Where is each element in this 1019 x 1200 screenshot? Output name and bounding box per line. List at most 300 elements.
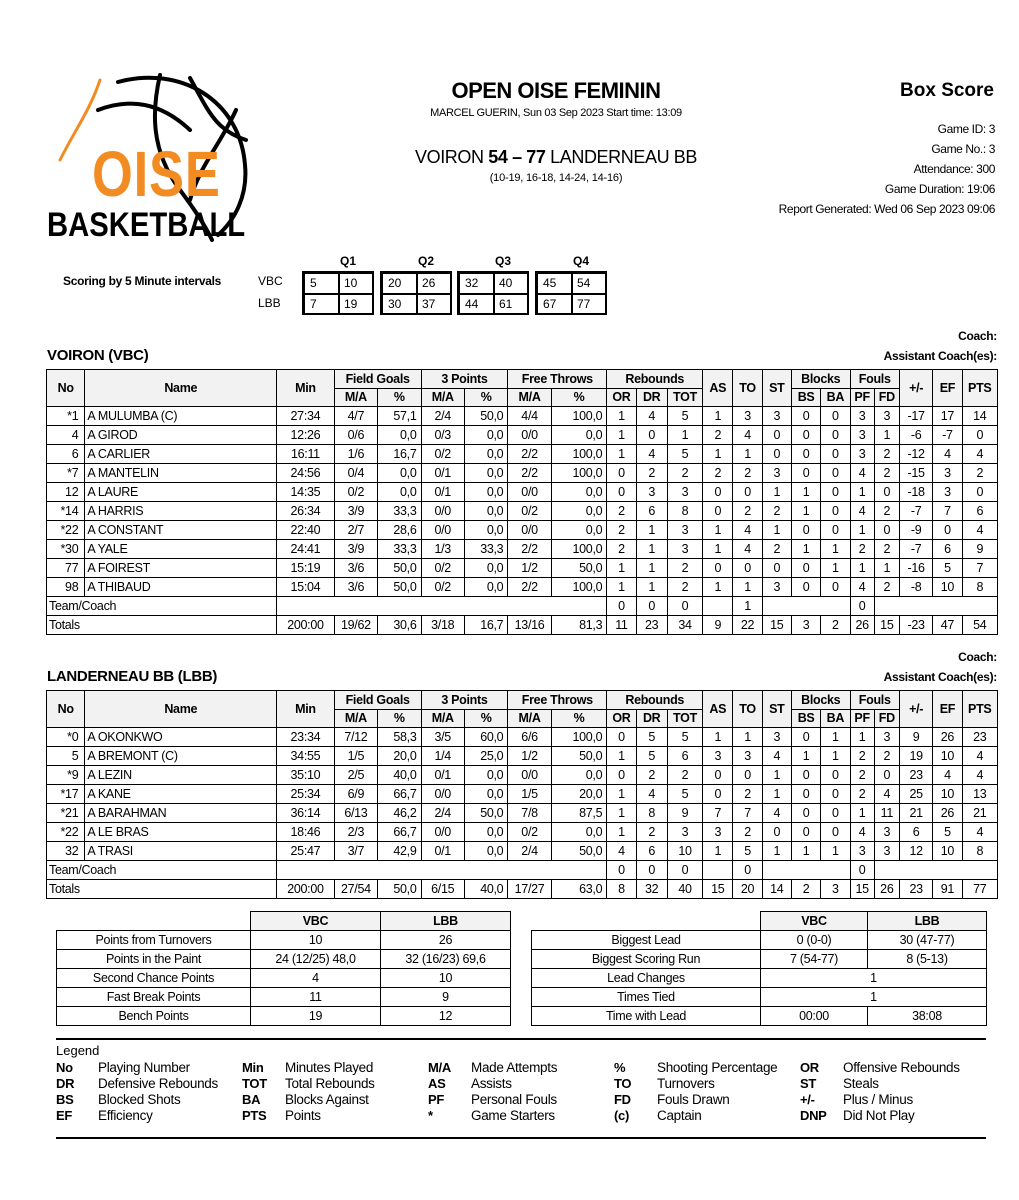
away-score: 77 — [526, 147, 546, 167]
stats-team-header: VBC — [251, 912, 381, 931]
stat-cell: 2/4 — [508, 842, 551, 861]
stat-cell: 0 — [821, 823, 850, 842]
legend-abbr: +/- — [800, 1092, 815, 1107]
team-stat-row — [57, 950, 511, 969]
legend-abbr: % — [614, 1060, 626, 1075]
stat-cell: 2 — [703, 464, 733, 483]
interval-score: 5 — [304, 273, 340, 294]
stat-cell: 1 — [791, 540, 820, 559]
interval-score: 30 — [382, 294, 418, 315]
stat-cell: 0,0 — [551, 502, 607, 521]
stat-cell: 0/2 — [421, 578, 464, 597]
stat-cell: 2 — [636, 766, 667, 785]
stat-cell: 7/12 — [334, 728, 377, 747]
stat-cell: 1 — [791, 483, 820, 502]
stat-cell: 0 — [791, 766, 820, 785]
empty-cell — [277, 597, 607, 616]
stat-cell: 3 — [733, 407, 762, 426]
stat-cell: 3 — [733, 747, 762, 766]
game-duration: Game Duration: 19:06 — [884, 182, 995, 196]
player-name: A BARAHMAN — [85, 804, 277, 823]
stat-cell: 32 — [47, 842, 85, 861]
stat-cell: 0 — [821, 521, 850, 540]
stat-cell: 4 — [636, 445, 667, 464]
stat-label: Second Chance Points — [57, 969, 251, 988]
total-cell: 23 — [636, 616, 667, 635]
total-cell: 2 — [791, 880, 820, 899]
stat-cell: 13 — [962, 785, 997, 804]
stat-cell: 4 — [962, 445, 997, 464]
stat-cell: 66,7 — [378, 823, 421, 842]
stat-cell: 1 — [874, 559, 899, 578]
stat-cell: 1 — [733, 578, 762, 597]
stat-cell: 19 — [899, 747, 932, 766]
stat-value: 24 (12/25) 48,0 — [251, 950, 381, 969]
col-subheader: % — [551, 389, 607, 407]
totals-label: Totals — [47, 880, 277, 899]
quarter-label: Q1 — [339, 254, 356, 268]
stat-cell: 0 — [874, 766, 899, 785]
interval-score: 44 — [459, 294, 495, 315]
stat-cell: 2/7 — [334, 521, 377, 540]
stat-cell: 50,0 — [464, 407, 507, 426]
stat-cell: 1 — [703, 445, 733, 464]
total-cell: 91 — [933, 880, 962, 899]
logo-subtitle: BASKETBALL — [47, 206, 246, 244]
stat-cell: 15:19 — [277, 559, 335, 578]
stat-cell: 0,0 — [464, 842, 507, 861]
stat-cell: 0 — [791, 823, 820, 842]
stat-cell: 2 — [667, 766, 702, 785]
legend-divider — [56, 1137, 986, 1139]
legend-text: Plus / Minus — [843, 1092, 913, 1107]
stat-cell: 0 — [791, 559, 820, 578]
stat-cell: 50,0 — [464, 804, 507, 823]
stat-cell: 25,0 — [464, 747, 507, 766]
stat-cell: 0,0 — [464, 483, 507, 502]
total-cell: 16,7 — [464, 616, 507, 635]
stat-cell: 4 — [762, 747, 791, 766]
stat-cell: 21 — [899, 804, 932, 823]
stat-cell: 1 — [850, 728, 874, 747]
stat-cell: 0 — [821, 785, 850, 804]
stat-cell: 2 — [733, 502, 762, 521]
stats-header-row — [532, 912, 987, 931]
stat-cell: 3 — [667, 823, 702, 842]
player-row — [47, 785, 998, 804]
stat-cell: 0 — [791, 464, 820, 483]
stat-cell: 7 — [962, 559, 997, 578]
stat-cell: 5 — [636, 728, 667, 747]
stat-cell: 2/4 — [421, 804, 464, 823]
stat-cell: 1 — [850, 559, 874, 578]
stat-cell: 36:14 — [277, 804, 335, 823]
stat-cell: 2/5 — [334, 766, 377, 785]
stat-value: 26 — [381, 931, 511, 950]
player-name: A YALE — [85, 540, 277, 559]
player-name: A KANE — [85, 785, 277, 804]
stat-cell: 87,5 — [551, 804, 607, 823]
col-subheader: BS — [791, 389, 820, 407]
stat-cell: 0 — [703, 502, 733, 521]
legend-text: Total Rebounds — [285, 1076, 375, 1091]
stat-cell: 1 — [607, 747, 636, 766]
legend-text: Did Not Play — [843, 1108, 915, 1123]
stat-cell: 8 — [667, 502, 702, 521]
player-row — [47, 559, 998, 578]
empty-cell — [277, 861, 607, 880]
stat-cell: 2 — [607, 502, 636, 521]
total-cell: 6/15 — [421, 880, 464, 899]
player-name: A OKONKWO — [85, 728, 277, 747]
totals-row — [47, 880, 998, 899]
stat-cell: 0 — [733, 766, 762, 785]
stat-cell: 1 — [703, 578, 733, 597]
stat-cell: 0,0 — [464, 445, 507, 464]
stat-label: Biggest Scoring Run — [532, 950, 761, 969]
col-header-plus-minus: +/- — [899, 370, 932, 407]
stat-cell: 1 — [791, 747, 820, 766]
stat-cell: 2 — [850, 766, 874, 785]
stat-value: 1 — [761, 969, 987, 988]
player-name: A MANTELIN — [85, 464, 277, 483]
game-id: Game ID: 3 — [937, 122, 995, 136]
total-cell: 26 — [850, 616, 874, 635]
team-stat-row — [57, 969, 511, 988]
col-header-blocks: Blocks — [791, 691, 850, 710]
total-cell: 26 — [874, 880, 899, 899]
stat-cell: 8 — [962, 842, 997, 861]
player-name: A FOIREST — [85, 559, 277, 578]
interval-score: 40 — [493, 273, 529, 294]
legend-text: Defensive Rebounds — [98, 1076, 218, 1091]
stat-cell: 1 — [607, 407, 636, 426]
col-header-free-throws: Free Throws — [508, 691, 607, 710]
stat-cell: 12 — [47, 483, 85, 502]
player-row — [47, 445, 998, 464]
stat-cell: 27:34 — [277, 407, 335, 426]
stat-value: 38:08 — [868, 1007, 987, 1026]
stat-cell: 42,9 — [378, 842, 421, 861]
legend-abbr: PF — [428, 1092, 445, 1107]
col-subheader: M/A — [508, 389, 551, 407]
stat-cell: 0 — [762, 426, 791, 445]
stat-cell: 2 — [636, 464, 667, 483]
stat-cell: 2 — [607, 521, 636, 540]
legend-abbr: AS — [428, 1076, 446, 1091]
quarter-box — [457, 271, 529, 315]
stat-cell: 2/2 — [508, 445, 551, 464]
stat-cell: 0 — [821, 502, 850, 521]
stat-cell: 1 — [703, 407, 733, 426]
stat-cell: 1 — [607, 426, 636, 445]
quarter-label: Q4 — [572, 254, 589, 268]
stat-cell: 26 — [933, 728, 962, 747]
total-cell: 32 — [636, 880, 667, 899]
legend-abbr: TOT — [242, 1076, 267, 1091]
stat-cell: 4 — [962, 521, 997, 540]
stat-cell: 7 — [733, 804, 762, 823]
stat-cell: 0/0 — [508, 426, 551, 445]
stat-cell: 0 — [791, 445, 820, 464]
total-cell: 2 — [821, 616, 850, 635]
stat-cell: -7 — [899, 502, 932, 521]
stat-cell: 0/2 — [421, 445, 464, 464]
stat-cell: 0/0 — [421, 502, 464, 521]
stat-cell: 24:41 — [277, 540, 335, 559]
col-header-st: ST — [762, 691, 791, 728]
total-cell: 22 — [733, 616, 762, 635]
stat-cell: *14 — [47, 502, 85, 521]
total-cell: 81,3 — [551, 616, 607, 635]
stat-cell: 0 — [821, 445, 850, 464]
stat-cell: 0 — [821, 407, 850, 426]
stat-cell: 4 — [962, 747, 997, 766]
stat-cell: 20,0 — [551, 785, 607, 804]
stat-cell: 2 — [874, 747, 899, 766]
legend-text: Offensive Rebounds — [843, 1060, 960, 1075]
stat-cell: -6 — [899, 426, 932, 445]
col-header-blocks: Blocks — [791, 370, 850, 389]
legend-title: Legend — [56, 1043, 100, 1058]
stat-cell: 0 — [636, 597, 667, 616]
col-subheader: TOT — [667, 710, 702, 728]
stat-cell: 100,0 — [551, 445, 607, 464]
total-cell: 19/62 — [334, 616, 377, 635]
stat-cell: 1 — [874, 426, 899, 445]
legend-abbr: ST — [800, 1076, 817, 1091]
stat-cell: 0/1 — [421, 464, 464, 483]
legend-abbr: Min — [242, 1060, 264, 1075]
legend-abbr: (c) — [614, 1108, 629, 1123]
stat-cell: 5 — [933, 559, 962, 578]
stat-cell: 12:26 — [277, 426, 335, 445]
stat-cell: 1 — [607, 559, 636, 578]
stat-cell: 0 — [762, 823, 791, 842]
stat-cell: 22:40 — [277, 521, 335, 540]
report-generated: Report Generated: Wed 06 Sep 2023 09:06 — [778, 202, 995, 216]
stat-cell: 2 — [850, 747, 874, 766]
col-subheader: DR — [636, 710, 667, 728]
total-cell: 3 — [791, 616, 820, 635]
interval-score: 45 — [537, 273, 573, 294]
col-subheader: PF — [850, 389, 874, 407]
stat-cell: *1 — [47, 407, 85, 426]
player-row — [47, 426, 998, 445]
stat-cell: -18 — [899, 483, 932, 502]
venue-line: MARCEL GUERIN, Sun 03 Sep 2023 Start time: 13:09 — [430, 107, 682, 119]
stat-cell: 3 — [850, 407, 874, 426]
stat-cell: 0,0 — [378, 483, 421, 502]
total-cell: 50,0 — [378, 880, 421, 899]
total-cell: 15 — [874, 616, 899, 635]
stat-cell: 60,0 — [464, 728, 507, 747]
stat-cell: 77 — [47, 559, 85, 578]
stat-cell: 0/3 — [421, 426, 464, 445]
stat-cell: 0 — [962, 426, 997, 445]
stat-cell: *22 — [47, 823, 85, 842]
stat-cell: *30 — [47, 540, 85, 559]
interval-score: 20 — [382, 273, 418, 294]
stats-team-header: LBB — [868, 912, 987, 931]
stat-cell: 1 — [821, 728, 850, 747]
col-header-as: AS — [703, 370, 733, 407]
legend-abbr: BS — [56, 1092, 74, 1107]
stat-cell: 1 — [762, 483, 791, 502]
col-header-ef: EF — [933, 691, 962, 728]
stat-cell: 0 — [791, 804, 820, 823]
stat-cell: 0/1 — [421, 766, 464, 785]
stat-value: 10 — [381, 969, 511, 988]
total-cell: 27/54 — [334, 880, 377, 899]
stat-value: 10 — [251, 931, 381, 950]
assistant-coach-label: Assistant Coach(es): — [883, 670, 997, 684]
legend-text: Blocks Against — [285, 1092, 369, 1107]
stat-cell: 21 — [962, 804, 997, 823]
stat-cell: 0 — [607, 464, 636, 483]
empty-cell — [703, 861, 733, 880]
legend-abbr: EF — [56, 1108, 73, 1123]
home-team: VOIRON — [415, 147, 484, 167]
stat-cell: 0 — [607, 861, 636, 880]
stat-cell: 0 — [791, 728, 820, 747]
stat-cell: 3/5 — [421, 728, 464, 747]
empty-cell — [874, 597, 997, 616]
score-separator: – — [512, 147, 522, 167]
quarter-box — [535, 271, 607, 315]
stat-cell: 3 — [933, 464, 962, 483]
player-name: A LEZIN — [85, 766, 277, 785]
stat-cell: 0,0 — [464, 559, 507, 578]
stat-cell: 28,6 — [378, 521, 421, 540]
player-row — [47, 766, 998, 785]
stat-cell: 3 — [762, 578, 791, 597]
total-cell: 8 — [607, 880, 636, 899]
stat-cell: 0,0 — [551, 766, 607, 785]
stat-cell: 3 — [874, 842, 899, 861]
stat-cell: 0 — [874, 521, 899, 540]
stat-cell: 4 — [47, 426, 85, 445]
stat-cell: 2/2 — [508, 540, 551, 559]
col-header-ef: EF — [933, 370, 962, 407]
stat-cell: 0,0 — [464, 578, 507, 597]
stat-cell: 1 — [636, 578, 667, 597]
stat-cell: 1 — [821, 747, 850, 766]
stat-cell: 0 — [703, 559, 733, 578]
stat-cell: 100,0 — [551, 728, 607, 747]
stat-cell: 1 — [607, 823, 636, 842]
stat-cell: 5 — [667, 728, 702, 747]
stat-cell: 6 — [933, 540, 962, 559]
stat-cell: 0 — [762, 445, 791, 464]
stat-cell: 8 — [636, 804, 667, 823]
stat-cell: 1 — [791, 842, 820, 861]
stat-cell: 8 — [962, 578, 997, 597]
total-cell: -23 — [899, 616, 932, 635]
stat-cell: 1 — [607, 804, 636, 823]
team-title-away: LANDERNEAU BB (LBB) — [47, 668, 218, 685]
stat-cell: 0 — [733, 483, 762, 502]
legend-text: Fouls Drawn — [657, 1092, 730, 1107]
stat-cell: 2 — [667, 578, 702, 597]
stat-cell: 2 — [636, 823, 667, 842]
stat-cell: 2 — [733, 785, 762, 804]
col-subheader: M/A — [334, 710, 377, 728]
total-cell: 15 — [703, 880, 733, 899]
stat-cell: 0 — [703, 483, 733, 502]
team-stat-row — [57, 988, 511, 1007]
interval-score: 54 — [571, 273, 607, 294]
empty-cell — [762, 861, 850, 880]
total-cell: 34 — [667, 616, 702, 635]
col-subheader: % — [378, 389, 421, 407]
legend-abbr: * — [428, 1108, 433, 1123]
box-score-table-home — [46, 369, 998, 635]
col-header-3-points: 3 Points — [421, 370, 508, 389]
totals-label: Totals — [47, 616, 277, 635]
stat-cell: 0 — [607, 728, 636, 747]
stat-cell: 3 — [636, 483, 667, 502]
stat-value: 8 (5-13) — [868, 950, 987, 969]
stat-cell: 0/6 — [334, 426, 377, 445]
interval-score: 19 — [338, 294, 374, 315]
legend-abbr: No — [56, 1060, 73, 1075]
col-header-field-goals: Field Goals — [334, 370, 421, 389]
col-subheader: BA — [821, 389, 850, 407]
player-name: A THIBAUD — [85, 578, 277, 597]
stat-cell: *21 — [47, 804, 85, 823]
stat-cell: 4/7 — [334, 407, 377, 426]
stat-cell: 11 — [874, 804, 899, 823]
stat-cell: 0,0 — [464, 426, 507, 445]
stat-cell: 5 — [667, 785, 702, 804]
legend-abbr: DR — [56, 1076, 75, 1091]
stat-cell: 10 — [933, 578, 962, 597]
stat-cell: -16 — [899, 559, 932, 578]
stat-cell: 46,2 — [378, 804, 421, 823]
col-subheader: % — [378, 710, 421, 728]
stat-cell: -9 — [899, 521, 932, 540]
stat-cell: 23:34 — [277, 728, 335, 747]
legend-abbr: OR — [800, 1060, 819, 1075]
stat-cell: 50,0 — [378, 559, 421, 578]
stat-value: 9 — [381, 988, 511, 1007]
total-cell: 40,0 — [464, 880, 507, 899]
stat-cell: -7 — [933, 426, 962, 445]
stat-cell: 1 — [607, 578, 636, 597]
stat-cell: 1 — [703, 842, 733, 861]
legend-text: Efficiency — [98, 1108, 153, 1123]
stat-cell: 10 — [933, 747, 962, 766]
stat-value: 32 (16/23) 69,6 — [381, 950, 511, 969]
total-cell: 14 — [762, 880, 791, 899]
logo-word: OISE — [92, 138, 221, 210]
stat-cell: 1 — [667, 426, 702, 445]
stat-cell: 58,3 — [378, 728, 421, 747]
col-subheader: DR — [636, 389, 667, 407]
col-subheader: TOT — [667, 389, 702, 407]
stat-cell: 0 — [607, 597, 636, 616]
stat-cell: 7/8 — [508, 804, 551, 823]
header-row — [47, 691, 998, 710]
stat-cell: 2 — [874, 578, 899, 597]
stat-cell: 2 — [762, 540, 791, 559]
stat-cell: 0 — [821, 578, 850, 597]
stat-cell: 6 — [636, 502, 667, 521]
stat-cell: 1 — [703, 521, 733, 540]
stat-cell: 0/2 — [508, 823, 551, 842]
stat-cell: 2 — [703, 426, 733, 445]
